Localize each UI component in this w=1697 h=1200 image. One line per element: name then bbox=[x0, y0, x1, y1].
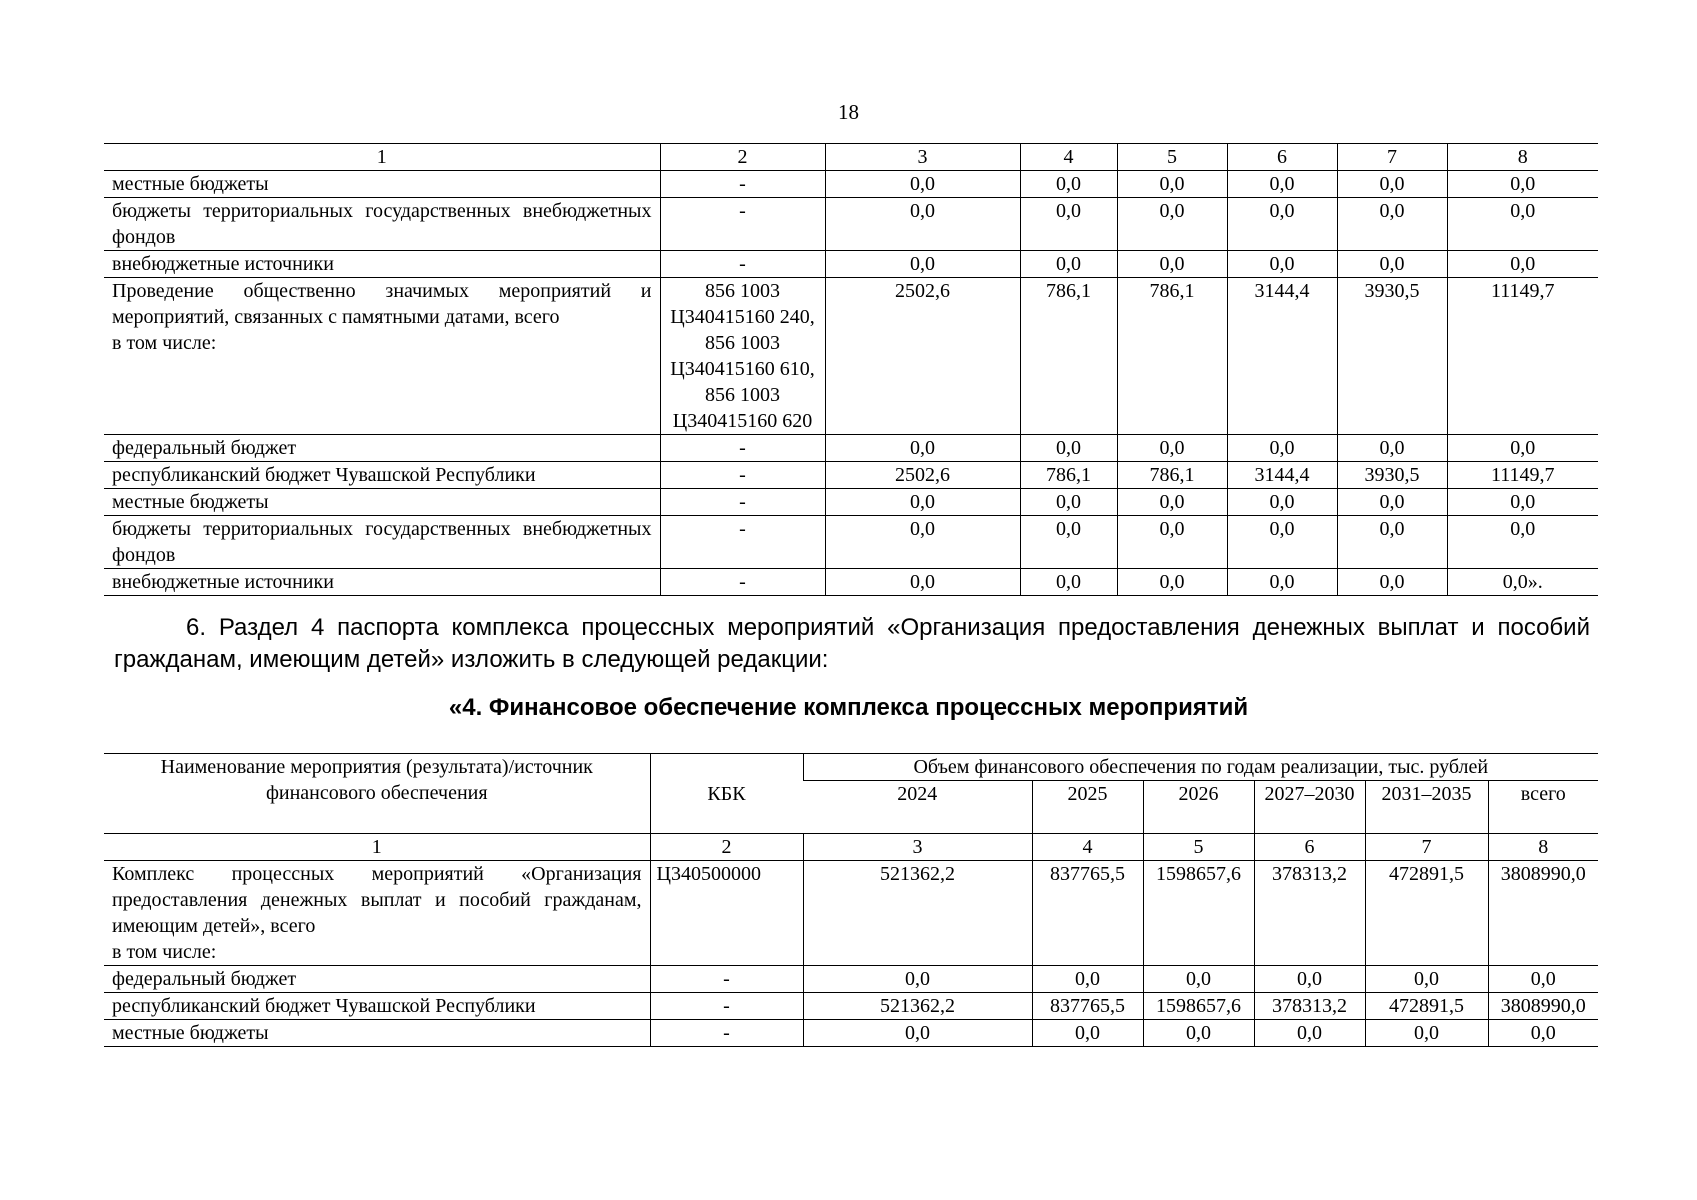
value-2024: 521362,2 bbox=[803, 993, 1032, 1020]
row-name: бюджеты территориальных государственных внебюджетных фондов bbox=[104, 516, 660, 569]
row-name: местные бюджеты bbox=[104, 1020, 650, 1047]
value-2031-2035: 0,0 bbox=[1337, 516, 1447, 569]
value-2026: 0,0 bbox=[1143, 966, 1254, 993]
row-name: республиканский бюджет Чувашской Республики bbox=[104, 462, 660, 489]
value-2027-2030: 0,0 bbox=[1227, 569, 1337, 596]
row-kbk: - bbox=[660, 435, 825, 462]
row-name bbox=[104, 278, 660, 435]
section-heading: «4. Финансовое обеспечение комплекса процессных мероприятий bbox=[448, 694, 1249, 721]
value-2026: 1598657,6 bbox=[1143, 861, 1254, 966]
table-row bbox=[104, 435, 1598, 462]
value-2024: 521362,2 bbox=[803, 861, 1032, 966]
column-number-row bbox=[104, 144, 1598, 171]
value-total: 0,0». bbox=[1447, 569, 1598, 596]
kbk-line: Ц340415160 620 bbox=[672, 410, 813, 432]
value-2026: 786,1 bbox=[1117, 278, 1227, 435]
value-total: 0,0 bbox=[1447, 251, 1598, 278]
value-2031-2035: 0,0 bbox=[1337, 198, 1447, 251]
kbk-line: Ц340415160 610, bbox=[670, 358, 815, 380]
value-2027-2030: 0,0 bbox=[1227, 435, 1337, 462]
row-name: местные бюджеты bbox=[104, 171, 660, 198]
value-2026: 0,0 bbox=[1117, 171, 1227, 198]
value-2026: 0,0 bbox=[1117, 569, 1227, 596]
row-name-sub: в том числе: bbox=[112, 332, 217, 354]
value-2025: 837765,5 bbox=[1032, 993, 1143, 1020]
value-2031-2035: 0,0 bbox=[1365, 966, 1488, 993]
value-2026: 0,0 bbox=[1117, 489, 1227, 516]
table-row bbox=[104, 516, 1598, 569]
value-2025: 0,0 bbox=[1020, 569, 1117, 596]
value-2027-2030: 378313,2 bbox=[1254, 993, 1365, 1020]
value-2027-2030: 0,0 bbox=[1254, 1020, 1365, 1047]
value-total: 3808990,0 bbox=[1488, 861, 1598, 966]
table-row bbox=[104, 462, 1598, 489]
value-total: 0,0 bbox=[1447, 198, 1598, 251]
value-2031-2035: 472891,5 bbox=[1365, 861, 1488, 966]
table-row bbox=[104, 861, 1598, 966]
row-name: внебюджетные источники bbox=[104, 569, 660, 596]
value-2031-2035: 0,0 bbox=[1337, 435, 1447, 462]
value-2025: 786,1 bbox=[1020, 462, 1117, 489]
value-2024: 2502,6 bbox=[825, 462, 1020, 489]
value-total: 0,0 bbox=[1447, 171, 1598, 198]
col-number: 1 bbox=[104, 834, 650, 861]
page-number: 18 bbox=[838, 100, 859, 124]
row-name: республиканский бюджет Чувашской Республики bbox=[104, 993, 650, 1020]
value-2027-2030: 0,0 bbox=[1227, 198, 1337, 251]
value-total: 3808990,0 bbox=[1488, 993, 1598, 1020]
value-2025: 0,0 bbox=[1020, 489, 1117, 516]
row-kbk: Ц340500000 bbox=[650, 861, 803, 966]
value-2027-2030: 378313,2 bbox=[1254, 861, 1365, 966]
value-total: 0,0 bbox=[1447, 435, 1598, 462]
value-2024: 0,0 bbox=[825, 198, 1020, 251]
value-2027-2030: 0,0 bbox=[1227, 489, 1337, 516]
value-2024: 0,0 bbox=[825, 251, 1020, 278]
row-kbk: - bbox=[650, 993, 803, 1020]
header-year: 2024 bbox=[803, 781, 1032, 834]
value-2025: 0,0 bbox=[1032, 966, 1143, 993]
value-2024: 2502,6 bbox=[825, 278, 1020, 435]
value-2025: 0,0 bbox=[1020, 516, 1117, 569]
value-2027-2030: 0,0 bbox=[1227, 516, 1337, 569]
col-number: 7 bbox=[1337, 144, 1447, 171]
row-name-main: Проведение общественно значимых мероприятий и мероприятий, связанных с памятными датами, всего bbox=[112, 280, 652, 328]
row-name bbox=[104, 861, 650, 966]
row-name-sub: в том числе: bbox=[112, 941, 217, 963]
row-name: внебюджетные источники bbox=[104, 251, 660, 278]
row-name-main: Комплекс процессных мероприятий «Организация предоставления денежных выплат и пособий гражданам, имеющим детей», всего bbox=[112, 863, 642, 937]
table-row bbox=[104, 489, 1598, 516]
header-year: 2027–2030 bbox=[1254, 781, 1365, 834]
kbk-line: 856 1003 bbox=[705, 280, 780, 302]
table-row bbox=[104, 966, 1598, 993]
value-2031-2035: 3930,5 bbox=[1337, 462, 1447, 489]
value-2026: 0,0 bbox=[1117, 251, 1227, 278]
value-2026: 0,0 bbox=[1117, 435, 1227, 462]
amendment-paragraph: 6. Раздел 4 паспорта комплекса процессных мероприятий «Организация предоставления денежных выплат и пособий гражданам, имеющим детей» изложить в следующей редакции: bbox=[114, 614, 1590, 673]
col-number: 3 bbox=[825, 144, 1020, 171]
value-2025: 786,1 bbox=[1020, 278, 1117, 435]
value-2025: 0,0 bbox=[1032, 1020, 1143, 1047]
value-2031-2035: 0,0 bbox=[1337, 489, 1447, 516]
header-volume: Объем финансового обеспечения по годам реализации, тыс. рублей bbox=[803, 754, 1598, 781]
table-row bbox=[104, 569, 1598, 596]
value-2025: 0,0 bbox=[1020, 198, 1117, 251]
value-total: 0,0 bbox=[1447, 516, 1598, 569]
funding-table-continued bbox=[104, 143, 1598, 596]
row-kbk: - bbox=[660, 489, 825, 516]
value-2025: 0,0 bbox=[1020, 435, 1117, 462]
table-row bbox=[104, 198, 1598, 251]
row-name: федеральный бюджет bbox=[104, 966, 650, 993]
col-number: 7 bbox=[1365, 834, 1488, 861]
value-2026: 0,0 bbox=[1117, 198, 1227, 251]
value-2026: 0,0 bbox=[1117, 516, 1227, 569]
value-2027-2030: 0,0 bbox=[1227, 251, 1337, 278]
row-kbk: - bbox=[660, 251, 825, 278]
header-kbk: КБК bbox=[650, 754, 803, 834]
header-row bbox=[104, 754, 1598, 781]
row-kbk bbox=[660, 278, 825, 435]
value-2031-2035: 472891,5 bbox=[1365, 993, 1488, 1020]
value-2024: 0,0 bbox=[825, 171, 1020, 198]
kbk-line: 856 1003 bbox=[705, 384, 780, 406]
value-2025: 0,0 bbox=[1020, 251, 1117, 278]
value-2027-2030: 0,0 bbox=[1254, 966, 1365, 993]
value-2024: 0,0 bbox=[825, 489, 1020, 516]
value-2027-2030: 0,0 bbox=[1227, 171, 1337, 198]
value-2031-2035: 0,0 bbox=[1337, 171, 1447, 198]
col-number: 2 bbox=[660, 144, 825, 171]
col-number: 6 bbox=[1254, 834, 1365, 861]
row-kbk: - bbox=[650, 1020, 803, 1047]
value-2024: 0,0 bbox=[825, 516, 1020, 569]
table-row bbox=[104, 171, 1598, 198]
value-2026: 1598657,6 bbox=[1143, 993, 1254, 1020]
table-row bbox=[104, 1020, 1598, 1047]
value-total: 0,0 bbox=[1447, 489, 1598, 516]
header-year: 2026 bbox=[1143, 781, 1254, 834]
col-number: 6 bbox=[1227, 144, 1337, 171]
col-number: 4 bbox=[1020, 144, 1117, 171]
row-name: бюджеты территориальных государственных внебюджетных фондов bbox=[104, 198, 660, 251]
header-total: всего bbox=[1488, 781, 1598, 834]
col-number: 3 bbox=[803, 834, 1032, 861]
row-kbk: - bbox=[660, 462, 825, 489]
value-2026: 786,1 bbox=[1117, 462, 1227, 489]
value-total: 11149,7 bbox=[1447, 278, 1598, 435]
value-total: 11149,7 bbox=[1447, 462, 1598, 489]
value-2027-2030: 3144,4 bbox=[1227, 278, 1337, 435]
column-number-row bbox=[104, 834, 1598, 861]
value-2026: 0,0 bbox=[1143, 1020, 1254, 1047]
value-2024: 0,0 bbox=[825, 569, 1020, 596]
value-2024: 0,0 bbox=[803, 966, 1032, 993]
table-row bbox=[104, 278, 1598, 435]
value-total: 0,0 bbox=[1488, 1020, 1598, 1047]
funding-table bbox=[104, 753, 1598, 1047]
table-row bbox=[104, 251, 1598, 278]
value-2027-2030: 3144,4 bbox=[1227, 462, 1337, 489]
col-number: 5 bbox=[1143, 834, 1254, 861]
row-kbk: - bbox=[660, 516, 825, 569]
row-kbk: - bbox=[660, 171, 825, 198]
row-kbk: - bbox=[660, 198, 825, 251]
row-kbk: - bbox=[650, 966, 803, 993]
col-number: 2 bbox=[650, 834, 803, 861]
header-name: Наименование мероприятия (результата)/источник финансового обеспечения bbox=[104, 754, 650, 834]
col-number: 4 bbox=[1032, 834, 1143, 861]
header-year: 2025 bbox=[1032, 781, 1143, 834]
kbk-line: Ц340415160 240, bbox=[670, 306, 815, 328]
kbk-line: 856 1003 bbox=[705, 332, 780, 354]
col-number: 8 bbox=[1447, 144, 1598, 171]
row-name: федеральный бюджет bbox=[104, 435, 660, 462]
table-row bbox=[104, 993, 1598, 1020]
col-number: 1 bbox=[104, 144, 660, 171]
value-2024: 0,0 bbox=[803, 1020, 1032, 1047]
value-2031-2035: 0,0 bbox=[1337, 251, 1447, 278]
value-2025: 837765,5 bbox=[1032, 861, 1143, 966]
col-number: 5 bbox=[1117, 144, 1227, 171]
row-kbk: - bbox=[660, 569, 825, 596]
header-year: 2031–2035 bbox=[1365, 781, 1488, 834]
value-2031-2035: 3930,5 bbox=[1337, 278, 1447, 435]
value-2025: 0,0 bbox=[1020, 171, 1117, 198]
value-2024: 0,0 bbox=[825, 435, 1020, 462]
col-number: 8 bbox=[1488, 834, 1598, 861]
value-total: 0,0 bbox=[1488, 966, 1598, 993]
value-2031-2035: 0,0 bbox=[1337, 569, 1447, 596]
value-2031-2035: 0,0 bbox=[1365, 1020, 1488, 1047]
row-name: местные бюджеты bbox=[104, 489, 660, 516]
